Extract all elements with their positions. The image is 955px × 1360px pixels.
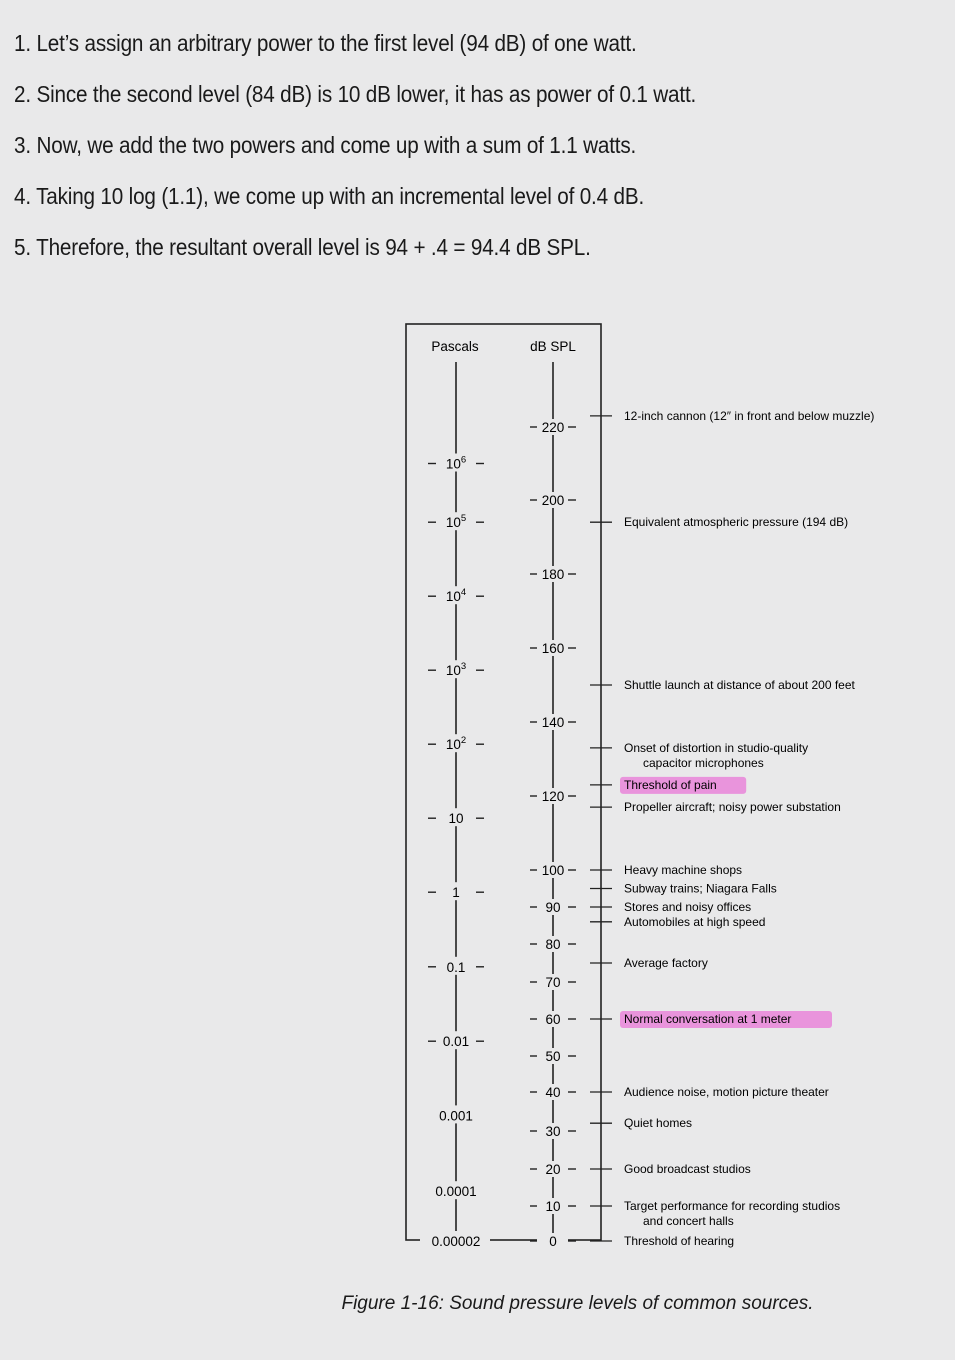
source-label: Equivalent atmospheric pressure (194 dB) <box>624 515 849 530</box>
db-tick-label: 20 <box>545 1162 561 1177</box>
source-label: Average factory <box>624 956 708 970</box>
pascal-tick-label: 0.01 <box>442 1034 470 1050</box>
source-label: Threshold of hearing <box>624 1234 735 1248</box>
db-tick-label: 60 <box>545 1012 561 1027</box>
db-tick-label: 0 <box>549 1234 557 1249</box>
pascal-tick-label: 0.1 <box>446 959 466 975</box>
db-tick-label: 180 <box>541 567 565 582</box>
db-tick-label: 140 <box>541 715 565 730</box>
source-label: Quiet homes <box>624 1116 693 1131</box>
source-label: Propeller aircraft; noisy power substation <box>624 800 841 815</box>
db-tick-label: 100 <box>541 863 565 878</box>
source-label: capacitor microphones <box>643 755 764 770</box>
source-label: 12-inch cannon (12″ in front and below muzzle) <box>624 408 875 423</box>
db-tick-label: 50 <box>545 1049 561 1064</box>
source-label: and concert halls <box>643 1214 734 1228</box>
db-tick-label: 10 <box>545 1199 561 1214</box>
source-label: Normal conversation at 1 meter <box>624 1012 792 1026</box>
pascal-tick-label: $10^6$ <box>445 454 467 472</box>
step-1: 1. Let’s assign an arbitrary power to the first level (94 dB) of one watt. <box>14 30 637 56</box>
source-label: Threshold of pain <box>624 777 717 792</box>
db-tick-label: 160 <box>541 641 565 656</box>
step-2: 2. Since the second level (84 dB) is 10 dB lower, it has as power of 0.1 watt. <box>14 81 697 107</box>
source-label: Audience noise, motion picture theater <box>624 1085 829 1099</box>
pascal-tick-label: $10^3$ <box>445 661 467 679</box>
source-label: Target performance for recording studios <box>624 1199 841 1213</box>
source-label: Good broadcast studios <box>624 1162 751 1176</box>
pascal-tick-label: $10^2$ <box>445 735 467 753</box>
source-label: Automobiles at high speed <box>624 914 766 929</box>
db-spl-header: dB SPL <box>530 339 576 354</box>
db-tick-label: 200 <box>541 493 565 508</box>
pascals-header: Pascals <box>431 339 479 354</box>
source-label: Onset of distortion in studio-quality <box>624 740 809 755</box>
db-tick-label: 220 <box>541 420 565 435</box>
step-3: 3. Now, we add the two powers and come up with a sum of 1.1 watts. <box>14 132 637 158</box>
db-tick-label: 70 <box>545 975 561 990</box>
db-tick-label: 90 <box>545 900 561 915</box>
pascal-tick-label: $10^4$ <box>445 587 467 605</box>
source-label: Subway trains; Niagara Falls <box>624 881 777 896</box>
pascal-tick-label: 1 <box>452 885 460 901</box>
db-tick-label: 80 <box>545 937 561 952</box>
source-label: Heavy machine shops <box>624 863 743 877</box>
pascal-tick-label: 0.0001 <box>435 1184 477 1200</box>
pascal-tick-label: 0.00002 <box>431 1234 481 1249</box>
step-4: 4. Taking 10 log (1.1), we come up with an incremental level of 0.4 dB. <box>14 183 645 209</box>
source-label: Shuttle launch at distance of about 200 feet <box>624 678 855 692</box>
db-tick-label: 30 <box>545 1124 561 1139</box>
db-tick-label: 40 <box>545 1085 561 1100</box>
step-5: 5. Therefore, the resultant overall level is 94 + .4 = 94.4 dB SPL. <box>14 234 591 260</box>
source-label: Stores and noisy offices <box>624 900 752 914</box>
db-tick-label: 120 <box>541 789 565 804</box>
pascal-tick-label: 0.001 <box>439 1108 473 1124</box>
pascal-tick-label: $10^5$ <box>445 513 467 531</box>
figure-frame <box>406 324 601 1240</box>
pascal-tick-label: 10 <box>448 811 464 827</box>
figure-caption: Figure 1-16: Sound pressure levels of common sources. <box>341 1293 814 1314</box>
